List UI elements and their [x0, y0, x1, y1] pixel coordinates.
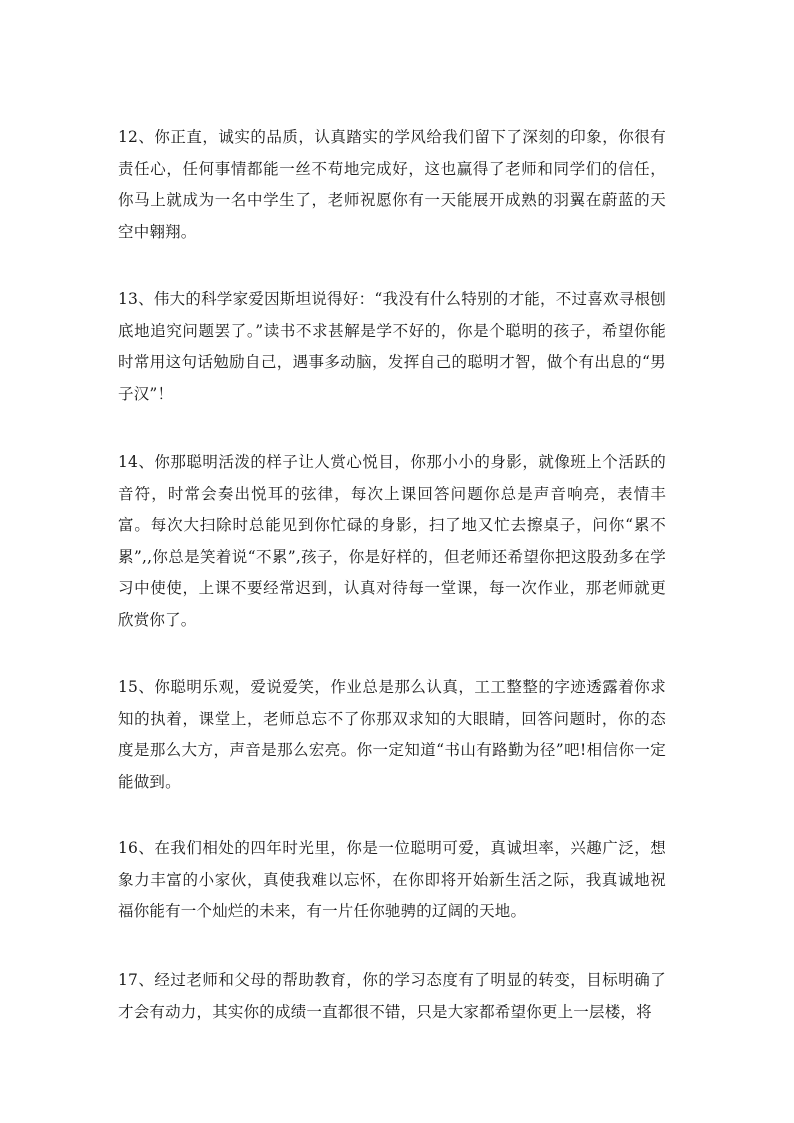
- comment-paragraph-13: 13、伟大的科学家爱因斯坦说得好：“我没有什么特别的才能，不过喜欢寻根刨底地追究问题罢了。”读书不求甚解是学不好的，你是个聪明的孩子，希望你能时常用这句话勉励自己，遇事多动脑，发挥自己的聪明才智，做个有出息的“男子汉”！: [118, 290, 666, 403]
- comment-paragraph-17: 17、经过老师和父母的帮助教育，你的学习态度有了明显的转变，目标明确了才会有动力，其实你的成绩一直都很不错，只是大家都希望你更上一层楼，将: [118, 971, 666, 1021]
- comment-paragraph-16: 16、在我们相处的四年时光里，你是一位聪明可爱，真诚坦率，兴趣广泛，想象力丰富的小家伙，真使我难以忘怀，在你即将开始新生活之际，我真诚地祝福你能有一个灿烂的未来，有一片任你驰骋的辽阔的天地。: [118, 839, 666, 920]
- comment-paragraph-12: 12、你正直，诚实的品质，认真踏实的学风给我们留下了深刻的印象，你很有责任心，任何事情都能一丝不苟地完成好，这也赢得了老师和同学们的信任，你马上就成为一名中学生了，老师祝愿你有一天能展开成熟的羽翼在蔚蓝的天空中翱翔。: [118, 128, 666, 241]
- comment-paragraph-15: 15、你聪明乐观，爱说爱笑，作业总是那么认真，工工整整的字迹透露着你求知的执着，课堂上，老师总忘不了你那双求知的大眼睛，回答问题时，你的态度是那么大方，声音是那么宏亮。你一定知道“书山有路勤为径”吧!相信你一定能做到。: [118, 678, 666, 791]
- comment-paragraph-14: 14、你那聪明活泼的样子让人赏心悦目，你那小小的身影，就像班上个活跃的音符，时常会奏出悦耳的弦律，每次上课回答问题你总是声音响亮，表情丰富。每次大扫除时总能见到你忙碌的身影，扫了地又忙去擦桌子，问你“累不累”,,你总是笑着说“不累”,孩子，你是好样的，但老师还希望你把这股劲多在学习中使使，上课不要经常迟到，认真对待每一堂课，每一次作业，那老师就更欣赏你了。: [118, 453, 666, 629]
